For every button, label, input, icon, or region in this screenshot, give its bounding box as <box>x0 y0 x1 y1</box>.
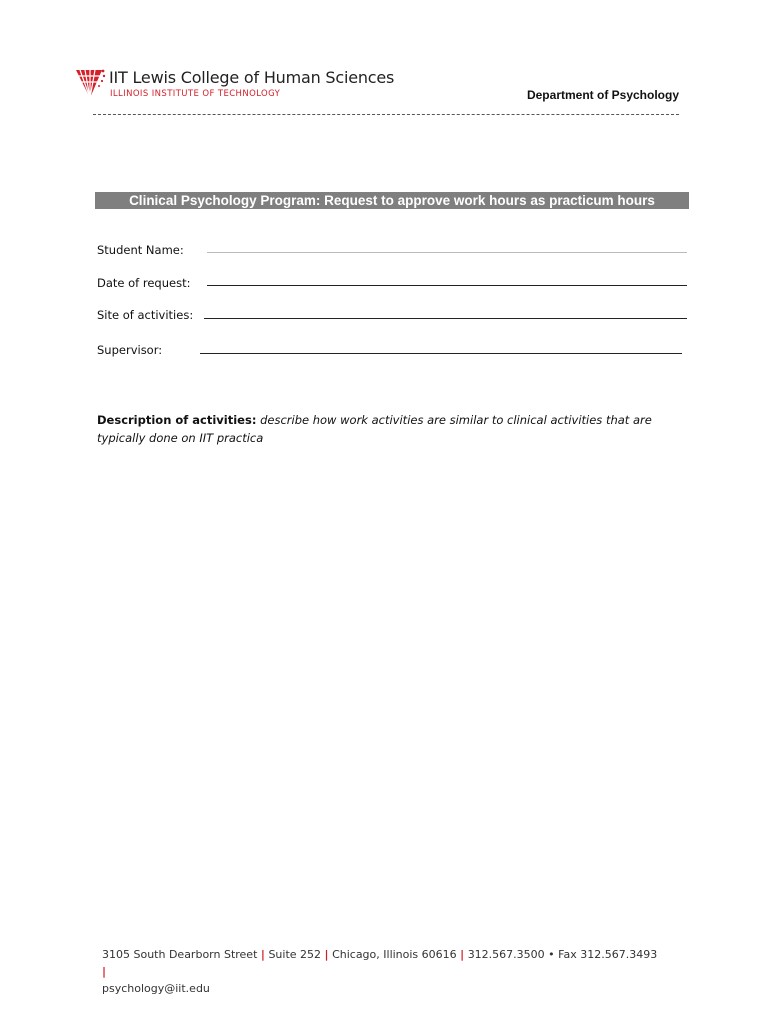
form-title: Clinical Psychology Program: Request to approve work hours as practicum hours <box>95 192 689 209</box>
site-of-activities-label: Site of activities: <box>97 308 194 322</box>
description-instruction: describe how work activities are similar to clinical activities that are typically done on IIT practica <box>97 413 652 445</box>
supervisor-field[interactable] <box>200 353 682 354</box>
footer-separator: | <box>102 965 107 978</box>
department-name: Department of Psychology <box>526 88 679 102</box>
supervisor-label: Supervisor: <box>97 343 163 357</box>
footer-separator: | <box>460 948 465 961</box>
footer-city: Chicago, Illinois 60616 <box>332 948 457 961</box>
date-of-request-label: Date of request: <box>97 276 191 290</box>
header-divider <box>93 114 679 115</box>
footer-email[interactable]: psychology@iit.edu <box>102 982 210 995</box>
description-block <box>97 411 687 447</box>
footer-separator: | <box>260 948 265 961</box>
footer-separator: | <box>324 948 329 961</box>
footer-fax: Fax 312.567.3493 <box>558 948 658 961</box>
institute-name: ILLINOIS INSTITUTE OF TECHNOLOGY <box>110 89 281 99</box>
site-of-activities-field[interactable] <box>204 318 687 319</box>
footer-address: 3105 South Dearborn Street <box>102 948 258 961</box>
iit-starburst-icon <box>76 68 106 100</box>
college-name: IIT Lewis College of Human Sciences <box>109 68 395 87</box>
footer-phone: 312.567.3500 <box>467 948 545 961</box>
student-name-label: Student Name: <box>97 243 184 257</box>
date-of-request-field[interactable] <box>207 285 687 286</box>
footer-contact <box>102 946 662 997</box>
iit-logo <box>76 68 395 102</box>
description-label: Description of activities: <box>97 413 257 427</box>
footer-bullet: • <box>548 948 555 961</box>
footer-suite: Suite 252 <box>268 948 322 961</box>
student-name-field[interactable] <box>207 252 687 253</box>
